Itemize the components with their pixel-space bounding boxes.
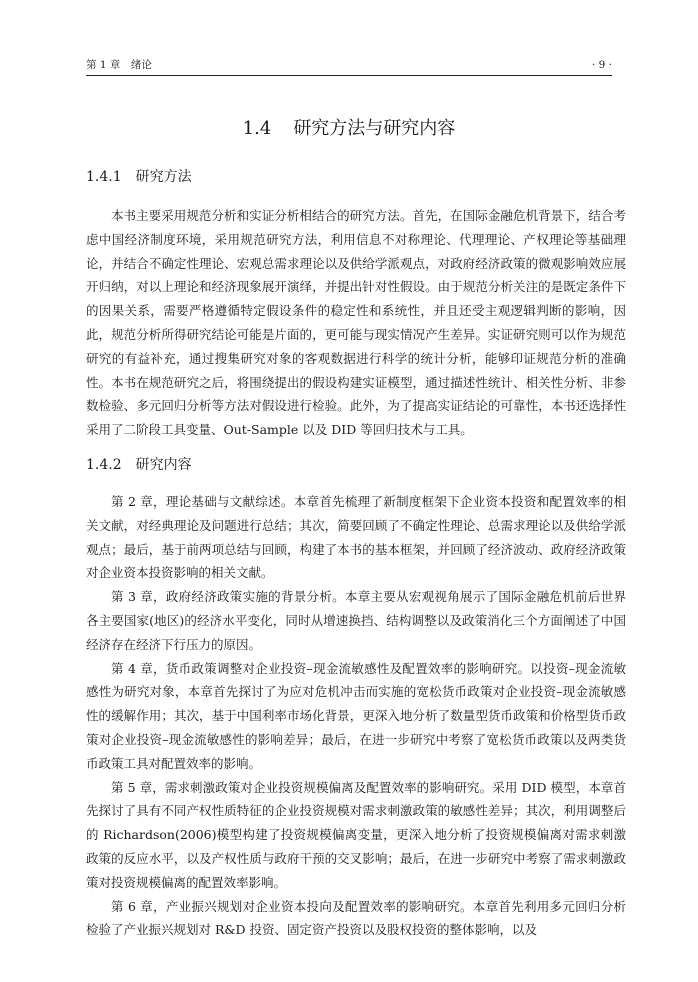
running-head	[86, 56, 612, 74]
section-number: 1.4	[242, 118, 272, 139]
header-rule	[86, 75, 612, 76]
paragraph: 第 4 章，货币政策调整对企业投资–现金流敏感性及配置效率的影响研究。以投资–现金流敏感性为研究对象，本章首先探讨了为应对危机冲击而实施的宽松货币政策对企业投资–现金流敏感性的缓解作用；其次，基于中国利率市场化背景，更深入地分析了数量型货币政策和价格型货币政策对企业投资–现金流敏感性的影响差异；最后，在进一步研究中考察了宽松货币政策以及两类货币政策工具对配置效率的影响。	[86, 660, 626, 771]
paragraph: 第 3 章，政府经济政策实施的背景分析。本章主要从宏观视角展示了国际金融危机前后世界各主要国家(地区)的经济水平变化，同时从增速换挡、结构调整以及政策消化三个方面阐述了中国经济存在经济下行压力的原因。	[86, 589, 626, 652]
methods-body	[86, 204, 626, 442]
subsection-heading-methods	[86, 166, 192, 188]
content-body	[86, 490, 626, 942]
paragraph: 第 6 章，产业振兴规划对企业资本投向及配置效率的影响研究。本章首先利用多元回归分析检验了产业振兴规划对 R&D 投资、固定资产投资以及股权投资的整体影响，以及	[86, 898, 626, 938]
subsection-title: 研究内容	[135, 457, 192, 473]
paragraph: 第 2 章，理论基础与文献综述。本章首先梳理了新制度框架下企业资本投资和配置效率的相关文献，对经典理论及问题进行总结；其次，简要回顾了不确定性理论、总需求理论以及供给学派观点；最后，基于前两项总结与回顾，构建了本书的基本框架，并回顾了经济波动、政府经济政策对企业资本投资影响的相关文献。	[86, 494, 626, 581]
subsection-number: 1.4.1	[86, 169, 122, 185]
subsection-number: 1.4.2	[86, 457, 122, 473]
section-heading	[86, 114, 612, 144]
running-head-chapter: 第 1 章 绪论	[86, 59, 152, 71]
subsection-title: 研究方法	[135, 169, 192, 185]
subsection-heading-content	[86, 454, 192, 476]
paragraph: 本书主要采用规范分析和实证分析相结合的研究方法。首先，在国际金融危机背景下，结合考虑中国经济制度环境，采用规范研究方法，利用信息不对称理论、代理理论、产权理论等基础理论，并结合不确定性理论、宏观总需求理论以及供给学派观点，对政府经济政策的微观影响效应展开归纳，对以上理论和经济现象展开演绎，并提出针对性假设。由于规范分析关注的是既定条件下的因果关系，需要严格遵循特定假设条件的稳定性和系统性，并且还受主观逻辑判断的影响，因此，规范分析所得研究结论可能是片面的，更可能与现实情况产生差异。实证研究则可以作为规范研究的有益补充，通过搜集研究对象的客观数据进行科学的统计分析，能够印证规范分析的准确性。本书在规范研究之后，将围绕提出的假设构建实证模型，通过描述性统计、相关性分析、非参数检验、多元回归分析等方法对假设进行检验。此外，为了提高实证结论的可靠性，本书还选择性采用了二阶段工具变量、Out-Sample 以及 DID 等回归技术与工具。	[86, 208, 626, 438]
paragraph: 第 5 章，需求刺激政策对企业投资规模偏离及配置效率的影响研究。采用 DID 模型，本章首先探讨了具有不同产权性质特征的企业投资规模对需求刺激政策的敏感性差异；其次，利用调整后的 Richardson(2006)模型构建了投资规模偏离变量，更深入地分析了投资规模偏离对需求刺激政策的反应水平，以及产权性质与政府干预的交叉影响；最后，在进一步研究中考察了需求刺激政策对投资规模偏离的配置效率影响。	[86, 779, 626, 890]
section-title: 研究方法与研究内容	[293, 118, 456, 139]
page-number: · 9 ·	[591, 59, 612, 71]
